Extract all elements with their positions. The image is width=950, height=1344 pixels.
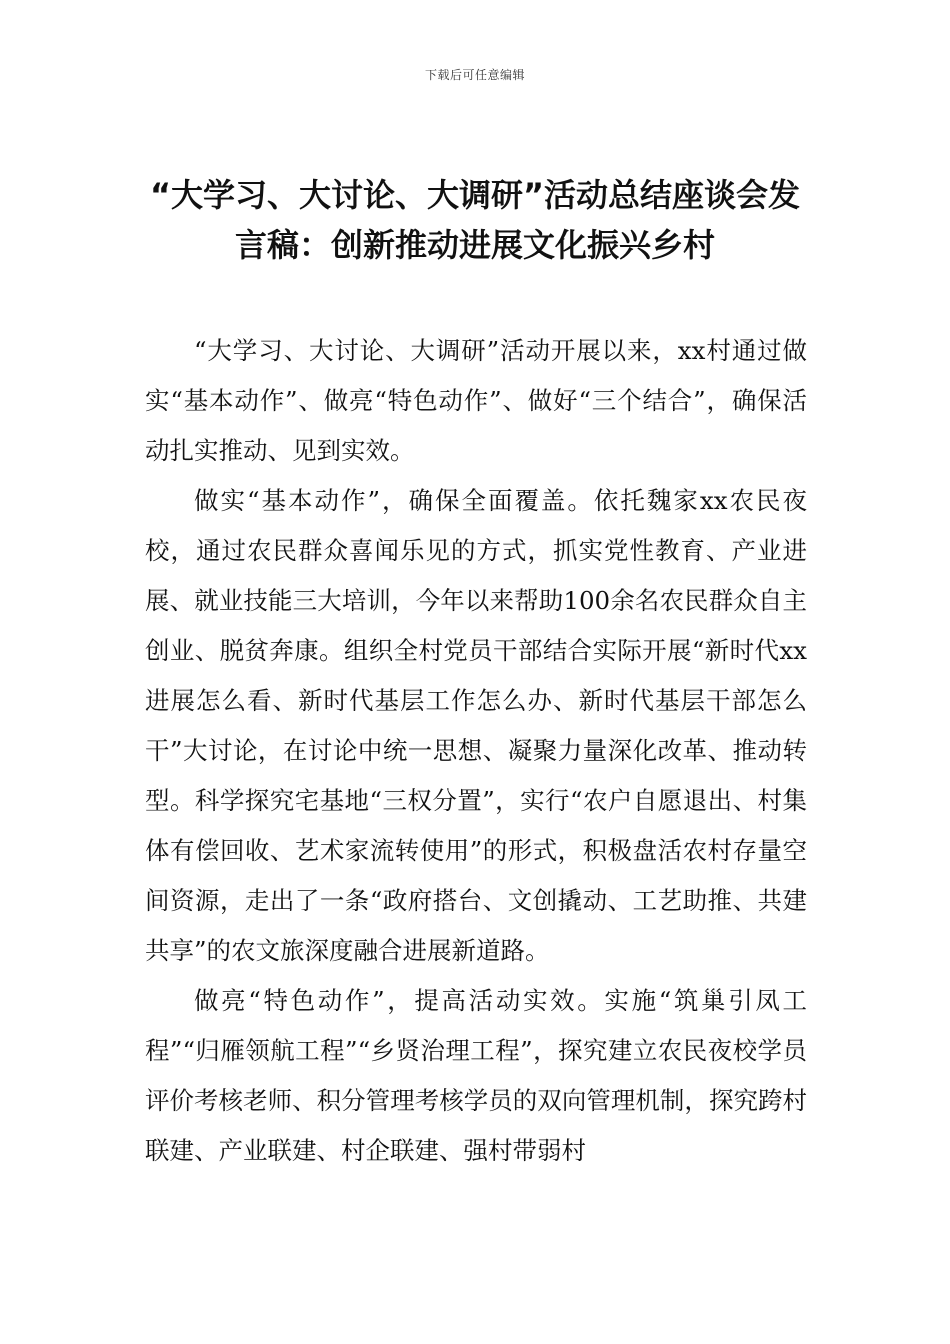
document-title: “大学习、大讨论、大调研”活动总结座谈会发言稿：创新推动进展文化振兴乡村 bbox=[149, 176, 801, 264]
header-note: 下载后可任意编辑 bbox=[424, 68, 525, 82]
paragraph-featured-actions: 做亮“特色动作”，提高活动实效。实施“筑巢引凤工程”“归雁领航工程”“乡贤治理工程”，探究建立农民夜校学员评价考核老师、积分管理考核学员的双向管理机制，探究跨村联建、产业联建、村企联建、强村带弱村 bbox=[145, 986, 807, 1165]
document-body bbox=[145, 326, 807, 1176]
paragraph-intro: “大学习、大讨论、大调研”活动开展以来，xx村通过做实“基本动作”、做亮“特色动作”、做好“三个结合”，确保活动扎实推动、见到实效。 bbox=[145, 336, 807, 465]
paragraph-basic-actions: 做实“基本动作”，确保全面覆盖。依托魏家xx农民夜校，通过农民群众喜闻乐见的方式，抓实党性教育、产业进展、就业技能三大培训，今年以来帮助100余名农民群众自主创业、脱贫奔康。组织全村党员干部结合实际开展“新时代xx进展怎么看、新时代基层工作怎么办、新时代基层干部怎么干”大讨论，在讨论中统一思想、凝聚力量深化改革、推动转型。科学探究宅基地“三权分置”，实行“农户自愿退出、村集体有偿回收、艺术家流转使用”的形式，积极盘活农村存量空间资源，走出了一条“政府搭台、文创撬动、工艺助推、共建共享”的农文旅深度融合进展新道路。 bbox=[145, 486, 807, 965]
